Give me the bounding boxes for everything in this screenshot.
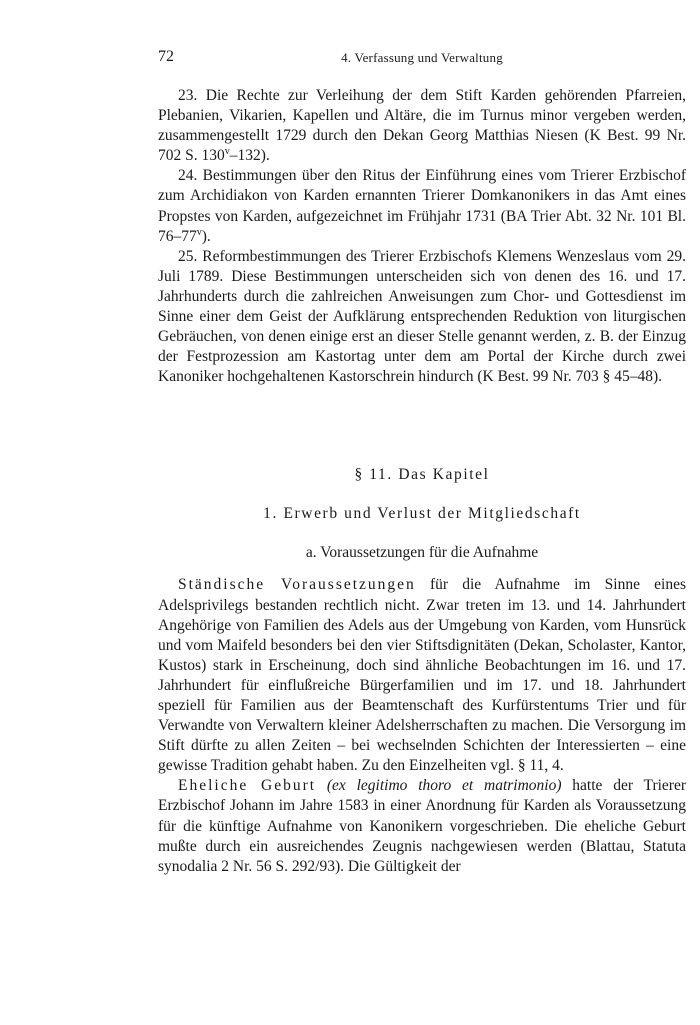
subsection-title: 1. Erwerb und Verlust der Mitgliedschaft	[263, 505, 581, 523]
paragraph-staendische-voraussetzungen: Ständische Voraussetzungen für die Aufnahme im Sinne eines Adelsprivilegs bestanden rechtlich nicht. Zwar treten im 13. und 14. Jahrhundert Angehörige von Familien des Adels aus der Umgebung von Karden, vom Hunsrück und vom Maifeld besonders bei den vier Stiftsdignitäten (Dekan, Scholaster, Kantor, Kustos) stark in Erscheinung, doch sind ähnliche Beobachtungen im 16. und 17. Jahrhundert für einflußreiche Bürgerfamilien und im 17. und 18. Jahrhundert speziell für Familien aus der Beamtenschaft des Kurfürstentums Trier und für Verwandte von Verwaltern kleiner Adelsherrschaften zu machen. Die Versorgung im Stift dürfte zu allen Zeiten – bei wechselnden Schichten der Interessierten – eine gewisse Tradition gehabt haben. Zu den Einzelheiten vgl. § 11, 4.	[158, 576, 687, 775]
paragraph-eheliche-geburt: Eheliche Geburt (ex legitimo thoro et matrimonio) hatte der Trierer Erzbischof Johann im Jahre 1583 in einer Anordnung für Karden als Voraussetzung für die künftige Aufnahme von Kanonikern vorgeschrieben. Die eheliche Geburt mußte durch ein ausreichendes Zeugnis nachgewiesen werden (Blattau, Statuta synodalia 2 Nr. 56 S. 292/93). Die Gültigkeit der	[158, 777, 687, 875]
paragraph-item-25: 25. Reformbestimmungen des Trierer Erzbischofs Klemens Wenzeslaus vom 29. Juli 1789. Diese Bestimmungen unterscheiden sich von denen des 16. und 17. Jahrhunderts durch die zahlreichen Anweisungen zum Chor- und Gottesdienst im Sinne einer dem Geist der Aufklärung entsprechenden Reduktion von liturgischen Gebräuchen, von denen einige erst an dieser Stelle genannt werden, z. B. der Einzug der Festprozession am Kastortag unter dem am Portal der Kirche durch zwei Kanoniker hochgehaltenen Kastorschrein hindurch (K Best. 99 Nr. 703 § 45–48).	[158, 247, 686, 386]
spaced-lead-term: Ständische Voraussetzungen	[178, 576, 416, 594]
page-body	[158, 86, 686, 877]
page-number: 72	[158, 48, 174, 65]
superscript-verso: v	[196, 226, 202, 238]
latin-phrase: (ex legitimo thoro et matrimonio)	[326, 777, 562, 795]
paragraph-item-23: 23. Die Rechte zur Verleihung der dem Stift Karden gehörenden Pfarreien, Plebanien, Vikarien, Kapellen und Altäre, die im Turnus minor vergeben werden, zusammengestellt 1729 durch den Dekan Georg Matthias Niesen (K Best. 99 Nr. 702 S. 130$^v$–132).	[158, 87, 686, 165]
spaced-lead-term: Eheliche Geburt	[178, 777, 317, 795]
section-title: § 11. Das Kapitel	[354, 466, 490, 484]
page-header	[158, 48, 686, 70]
running-head: 4. Verfassung und Verwaltung	[341, 50, 503, 65]
paragraph-item-24: 24. Bestimmungen über den Ritus der Einführung eines vom Trierer Erzbischof zum Archidiakon von Karden ernannten Trierer Domkanonikers in das Amt eines Propstes von Karden, aufgezeichnet im Frühjahr 1731 (BA Trier Abt. 32 Nr. 101 Bl. 76–77$^v$).	[158, 167, 686, 245]
subsubsection-title: a. Voraussetzungen für die Aufnahme	[305, 544, 539, 562]
superscript-verso: v	[224, 146, 230, 158]
